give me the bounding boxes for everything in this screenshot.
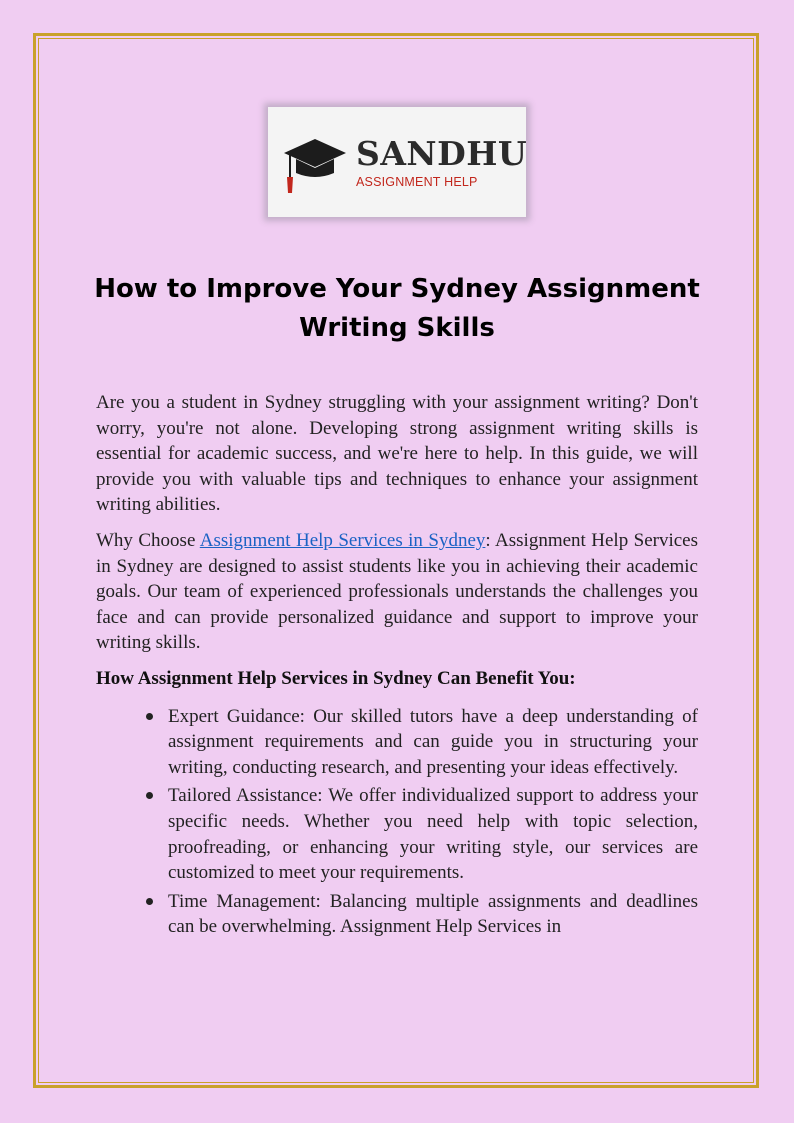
bullet-icon [146,713,153,720]
page-title: How to Improve Your Sydney Assignment Writing Skills [94,274,700,343]
bullet-icon [146,898,153,905]
intro-paragraph: Are you a student in Sydney struggling with your assignment writing? Don't worry, you're not alone. Developing strong assignment writing skills is essential for academic success, and we're here to help. In this guide, we will provide you with valuable tips and techniques to enhance your assignment writing abilities. [96,392,698,516]
benefit-text: Tailored Assistance: We offer individualized support to address your specific needs. Whether you need help with topic selection, proofreading, or enhancing your writing style, our services are customized to meet your requirements. [168,785,698,884]
benefit-item [168,783,698,885]
benefits-list [96,704,698,940]
why-lead-text: Why Choose [96,529,200,551]
benefits-heading: How Assignment Help Services in Sydney Can Benefit You: [96,667,576,689]
why-choose-paragraph [96,528,698,656]
benefit-item [168,889,698,940]
benefit-item [168,704,698,781]
logo [268,107,526,217]
benefit-text: Time Management: Balancing multiple assignments and deadlines can be overwhelming. Assignment Help Services in [168,890,698,938]
assignment-help-sydney-link[interactable]: Assignment Help Services in Sydney [199,529,486,551]
benefit-text: Expert Guidance: Our skilled tutors have a deep understanding of assignment requirements and can guide you in structuring your writing, conducting research, and presenting your ideas effectively. [168,705,698,778]
article-body [96,390,698,943]
logo-brand-text: SANDHU [356,134,528,173]
graduation-cap-icon [282,137,348,195]
logo-tagline-text: ASSIGNMENT HELP [356,175,478,189]
bullet-icon [146,792,153,799]
why-rest-text: : Assignment Help Services in Sydney are designed to assist students like you in achieving their academic goals. Our team of experienced professionals understands the challenges you face and can provide personalized guidance and support to improve your writing skills. [96,529,698,654]
